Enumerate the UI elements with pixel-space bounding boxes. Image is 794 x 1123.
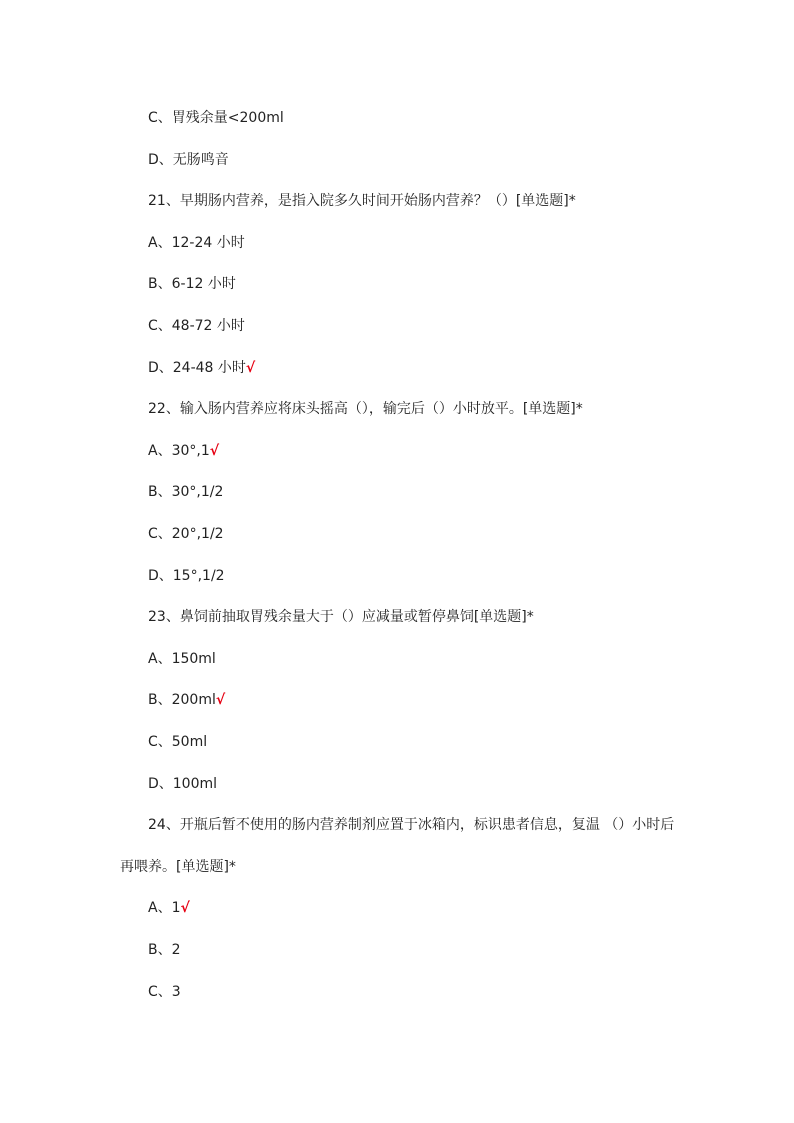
question-21 bbox=[148, 191, 576, 211]
option-d-q20 bbox=[148, 150, 229, 170]
option-text: C、48-72 小时 bbox=[148, 318, 245, 334]
option-text: A、12-24 小时 bbox=[148, 235, 245, 251]
option-b-q22 bbox=[148, 482, 223, 502]
option-a-q22 bbox=[148, 441, 219, 461]
option-c-q22 bbox=[148, 524, 224, 544]
question-22 bbox=[148, 399, 583, 419]
option-b-q24 bbox=[148, 940, 181, 960]
option-text: C、50ml bbox=[148, 734, 208, 750]
correct-check-icon: √ bbox=[180, 900, 190, 916]
option-a-q24 bbox=[148, 898, 190, 918]
correct-check-icon: √ bbox=[209, 443, 220, 459]
question-23 bbox=[148, 607, 534, 627]
option-c-q24 bbox=[148, 982, 181, 1002]
option-text: C、20°,1/2 bbox=[148, 526, 224, 542]
option-b-q23 bbox=[148, 690, 225, 710]
option-text: D、15°,1/2 bbox=[148, 568, 225, 584]
option-text: B、200ml bbox=[148, 692, 216, 708]
option-d-q21 bbox=[148, 358, 255, 378]
question-24-continued bbox=[120, 857, 236, 877]
option-text: B、6-12 小时 bbox=[148, 276, 236, 292]
question-text: 23、鼻饲前抽取胃残余量大于（）应减量或暂停鼻饲[单选题]* bbox=[148, 609, 534, 625]
option-d-q23 bbox=[148, 774, 217, 794]
question-text: 再喂养。[单选题]* bbox=[120, 859, 236, 875]
correct-check-icon: √ bbox=[245, 360, 256, 376]
question-text: 21、早期肠内营养，是指入院多久时间开始肠内营养？（）[单选题]* bbox=[148, 193, 576, 209]
option-d-q22 bbox=[148, 566, 225, 586]
option-text: D、无肠鸣音 bbox=[148, 152, 229, 168]
question-text: 22、输入肠内营养应将床头摇高（），输完后（）小时放平。[单选题]* bbox=[148, 401, 583, 417]
option-text: B、30°,1/2 bbox=[148, 484, 224, 500]
option-text: C、3 bbox=[148, 984, 181, 1000]
question-24 bbox=[148, 815, 674, 835]
option-text: A、150ml bbox=[148, 651, 216, 667]
option-text: C、胃残余量<200ml bbox=[148, 110, 284, 126]
option-text: A、1 bbox=[148, 900, 181, 916]
option-a-q23 bbox=[148, 649, 216, 669]
option-c-q23 bbox=[148, 732, 207, 752]
option-a-q21 bbox=[148, 233, 245, 253]
question-text: 24、开瓶后暂不使用的肠内营养制剂应置于冰箱内，标识患者信息，复温 （）小时后 bbox=[148, 817, 675, 833]
option-b-q21 bbox=[148, 274, 236, 294]
option-text: A、30°,1 bbox=[148, 443, 210, 459]
option-text: B、2 bbox=[148, 942, 181, 958]
option-text: D、24-48 小时 bbox=[148, 360, 246, 376]
option-c-q20 bbox=[148, 108, 284, 128]
option-c-q21 bbox=[148, 316, 245, 336]
option-text: D、100ml bbox=[148, 776, 218, 792]
correct-check-icon: √ bbox=[215, 692, 226, 708]
